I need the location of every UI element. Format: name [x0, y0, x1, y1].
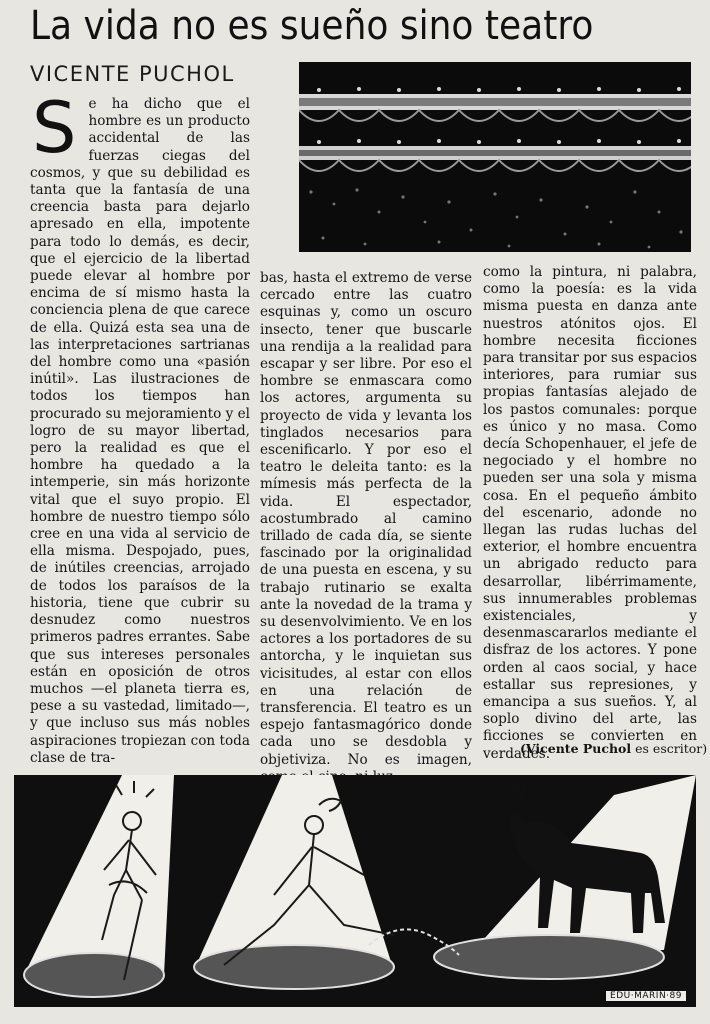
bull-question-mark: ? — [514, 782, 528, 812]
cartoonist-signature: EDU·MARÍN·89 — [606, 991, 686, 1001]
author-signoff — [520, 741, 707, 756]
drop-cap: S — [32, 87, 77, 169]
column-2-text: bas, hasta el extremo de verse cercado entre las cuatro esquinas y, como un oscuro insecto, tener que buscarle una rendija a la realidad para escapar y ser libre. Por eso el hombre se enmascara como los actores, argumenta su proyecto de vida y levanta los tinglados necesarios para escenificarlo. Y por eso el teatro le deleita tanto: es la mímesis más perfecta de la vida. El espectador, acostumbrado al camino trillado de cada día, se siente fascinado por la originalidad de una puesta en escena, y su trabajo rutinario se exalta ante la novedad de la trama y su desenvolvimiento. Ve en los actores a los portadores de su antorcha, y le inquietan sus vicisitudes, al estar con ellos en una relación de transferencia. El teatro es un espejo fantasmagórico donde cada uno se desdobla y objetiviza. No es imagen, — [260, 270, 472, 768]
column-1-text: e ha dicho que el hombre es un producto accidental de las fuerzas ciegas del cosmos, y que su debilidad es tanta que la fantasía de una creencia basta para dejarlo apresado en ella, impotente para todo lo demás, es decir, que el ejercicio de la libertad puede elevar al hombre por encima de sí mismo hasta la conciencia plena de que carece de ella. Quizá esta sea una de las interpretaciones sartrianas del hombre como una «pasión inútil». Las ilustraciones de todos los tiempos han procurado su mejoramiento y el logro de su mayor libertad, pero la realidad es que el hombre ha quedado a la intemperie, sin más horizonte vital que el suyo propio. El hombre de nuestro tiempo sólo cree en una vida al servicio de ella misma. Despojado, pues, de inútiles creencias, arrojado de todos los paraísos de la historia, tiene que cubrir su desnudez como nuestros primeros padres errantes. Sabe que sus intereses personales están en oposición de otros muchos —el planeta tierra es, pese a su vastedad, limitado—, y que incluso sus más nobles aspiraciones tropiezan con toda clase de tra- — [30, 96, 250, 766]
signoff-name: (Vicente Puchol — [520, 741, 632, 756]
article-byline: VICENTE PUCHOL — [30, 62, 235, 86]
column-3-text: como la pintura, ni palabra, como la poesía: es la vida misma puesta en danza ante nuestros atónitos ojos. El hombre necesita ficciones para transitar por sus espacios interiores, para rumiar sus propias fantasías alejado de los pastos comunales: porque es único y no masa. Como decía Schopenhauer, el jefe de negociado y el hombre no pueden ser una sola y misma cosa. En el pequeño ámbito del escenario, adonde no llegan las rudas luchas del exterior, el hombre encuentra un abrigado reducto para desarrollar, libérrimamente, sus innumerables problemas existenciales, y desenmascararlos mediante el disfraz de los actores. Y pone orden al caos social, y hace estallar sus represiones, y emancipa a sus sueños. Y, al soplo divino del arte, las ficciones se convierten en verdades. — [483, 264, 697, 762]
cartoon-illustration — [14, 775, 696, 1007]
column-3 — [483, 264, 697, 763]
spotlight-cartoon — [14, 775, 696, 1007]
theater-balconies-image — [299, 62, 691, 252]
column-2 — [260, 270, 472, 786]
signoff-role: es escritor) — [635, 741, 708, 756]
article-title: La vida no es sueño sino teatro — [30, 3, 594, 49]
theater-photo — [299, 62, 691, 252]
column-1 — [30, 87, 250, 767]
